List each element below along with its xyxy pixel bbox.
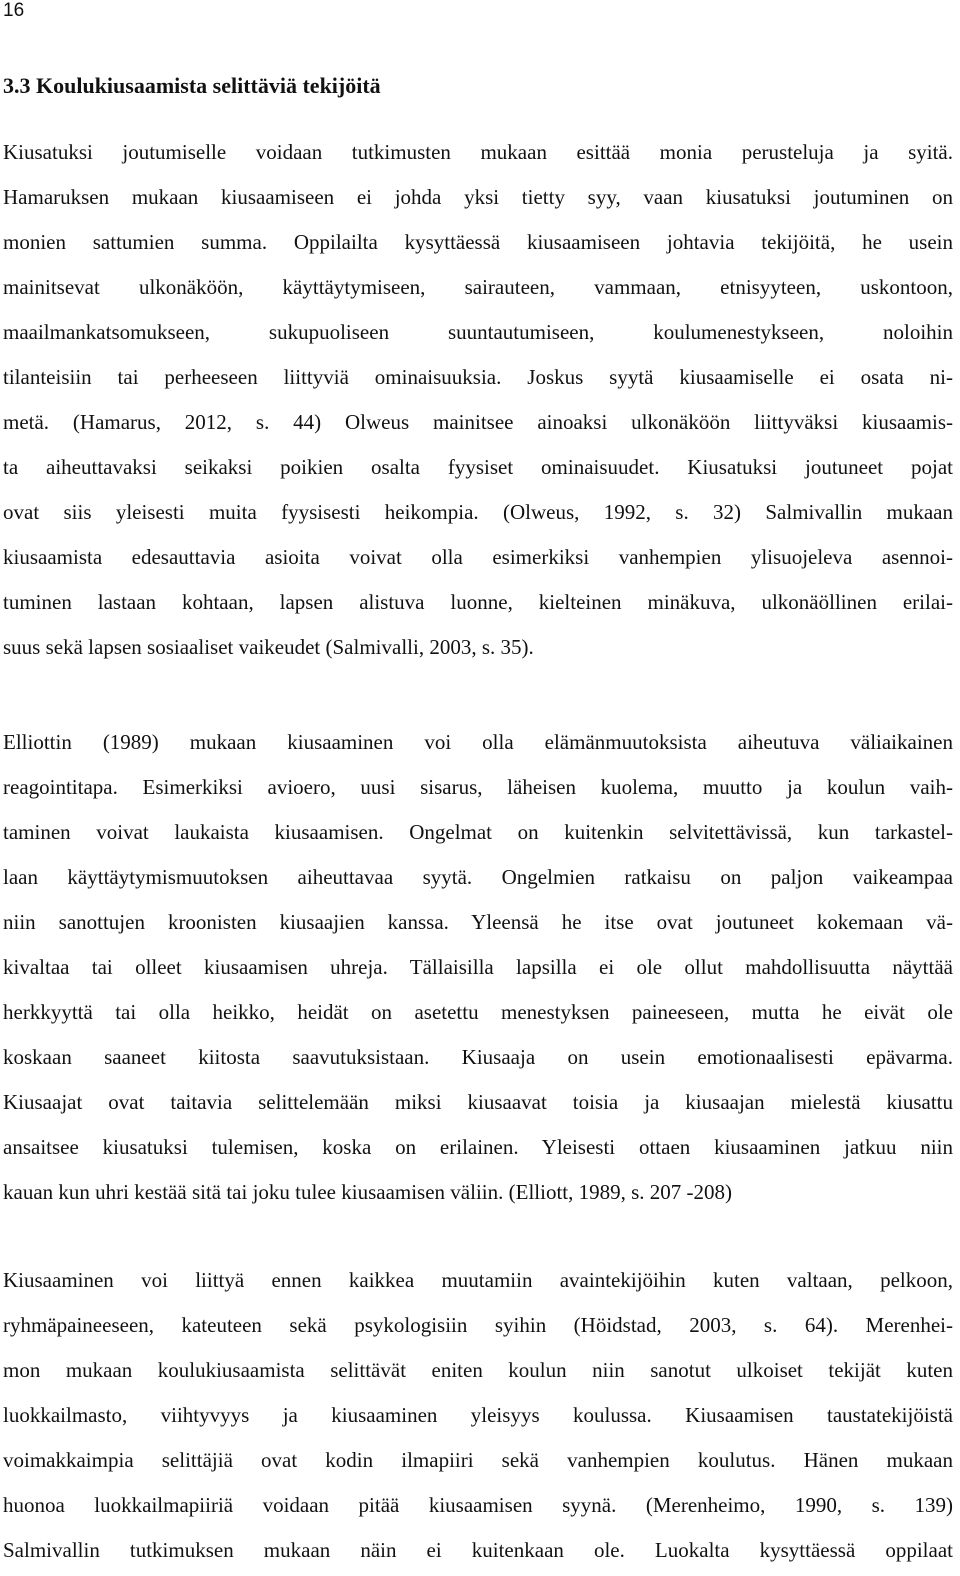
text-line: maailmankatsomukseen, sukupuoliseen suuntautumiseen, koulumenestykseen, noloihin — [3, 320, 953, 344]
text-line: kauan kun uhri kestää sitä tai joku tulee kiusaamisen väliin. (Elliott, 1989, s. 207 -208) — [3, 1180, 733, 1204]
text-line: huonoa luokkailmapiiriä voidaan pitää kiusaamisen syynä. (Merenheimo, 1990, s. 139) — [3, 1493, 953, 1517]
text-line: mon mukaan koulukiusaamista selittävät eniten koulun niin sanotut ulkoiset tekijät kuten — [3, 1358, 953, 1382]
text-line: Salmivallin tutkimuksen mukaan näin ei kuitenkaan ole. Luokalta kysyttäessä oppilaat — [3, 1538, 953, 1562]
text-line: Kiusaajat ovat taitavia selittelemään miksi kiusaavat toisia ja kiusaajan mielestä kiusattu — [3, 1090, 953, 1114]
paragraph-3 — [3, 1258, 953, 1573]
text-line: tilanteisiin tai perheeseen liittyviä ominaisuuksia. Joskus syytä kiusaamiselle ei osata ni- — [3, 365, 953, 389]
text-line: taminen voivat laukaista kiusaamisen. Ongelmat on kuitenkin selvitettävissä, kun tarkastel- — [3, 820, 953, 844]
paragraph-1 — [3, 130, 953, 670]
paragraph-2 — [3, 720, 953, 1215]
text-line: ta aiheuttavaksi seikaksi poikien osalta fyysiset ominaisuudet. Kiusatuksi joutuneet pojat — [3, 455, 953, 479]
text-line: niin sanottujen kroonisten kiusaajien kanssa. Yleensä he itse ovat joutuneet kokemaan vä- — [3, 910, 953, 934]
text-line: reagointitapa. Esimerkiksi avioero, uusi sisarus, läheisen kuolema, muutto ja koulun vaih- — [3, 775, 953, 799]
text-line: luokkailmasto, viihtyvyys ja kiusaaminen yleisyys koulussa. Kiusaamisen taustatekijöistä — [3, 1403, 953, 1427]
text-line: tuminen lastaan kohtaan, lapsen alistuva luonne, kielteinen minäkuva, ulkonäöllinen erilai- — [3, 590, 953, 614]
text-line: kivaltaa tai olleet kiusaamisen uhreja. Tällaisilla lapsilla ei ole ollut mahdollisuutta näyttää — [3, 955, 953, 979]
text-line: Hamaruksen mukaan kiusaamiseen ei johda yksi tietty syy, vaan kiusatuksi joutuminen on — [3, 185, 953, 209]
section-heading: 3.3 Koulukiusaamista selittäviä tekijöitä — [3, 73, 381, 98]
page-number: 16 — [3, 0, 25, 21]
text-line: laan käyttäytymismuutoksen aiheuttavaa syytä. Ongelmien ratkaisu on paljon vaikeampaa — [3, 865, 953, 889]
text-line: Elliottin (1989) mukaan kiusaaminen voi olla elämänmuutoksista aiheutuva väliaikainen — [3, 730, 953, 754]
text-line: monien sattumien summa. Oppilailta kysyttäessä kiusaamiseen johtavia tekijöitä, he usein — [3, 230, 953, 254]
text-line: ovat siis yleisesti muita fyysisesti heikompia. (Olweus, 1992, s. 32) Salmivallin mukaan — [3, 500, 953, 524]
text-line: metä. (Hamarus, 2012, s. 44) Olweus mainitsee ainoaksi ulkonäköön liittyväksi kiusaamis- — [3, 410, 953, 434]
text-line: mainitsevat ulkonäköön, käyttäytymiseen, sairauteen, vammaan, etnisyyteen, uskontoon, — [3, 275, 953, 299]
text-line: koskaan saaneet kiitosta saavutuksistaan. Kiusaaja on usein emotionaalisesti epävarma. — [3, 1045, 953, 1069]
text-line: herkkyyttä tai olla heikko, heidät on asetettu menestyksen paineeseen, mutta he eivät ole — [3, 1000, 953, 1024]
text-line: Kiusatuksi joutumiselle voidaan tutkimusten mukaan esittää monia perusteluja ja syitä. — [3, 140, 953, 164]
text-line: suus sekä lapsen sosiaaliset vaikeudet (Salmivalli, 2003, s. 35). — [3, 635, 534, 659]
text-line: voimakkaimpia selittäjiä ovat kodin ilmapiiri sekä vanhempien koulutus. Hänen mukaan — [3, 1448, 953, 1472]
text-line: ryhmäpaineeseen, kateuteen sekä psykologisiin syihin (Höidstad, 2003, s. 64). Merenhei- — [3, 1313, 953, 1337]
text-line: Kiusaaminen voi liittyä ennen kaikkea muutamiin avaintekijöihin kuten valtaan, pelkoon, — [3, 1268, 953, 1292]
text-line: ansaitsee kiusatuksi tulemisen, koska on erilainen. Yleisesti ottaen kiusaaminen jatkuu niin — [3, 1135, 953, 1159]
text-line: kiusaamista edesauttavia asioita voivat olla esimerkiksi vanhempien ylisuojeleva asennoi- — [3, 545, 953, 569]
